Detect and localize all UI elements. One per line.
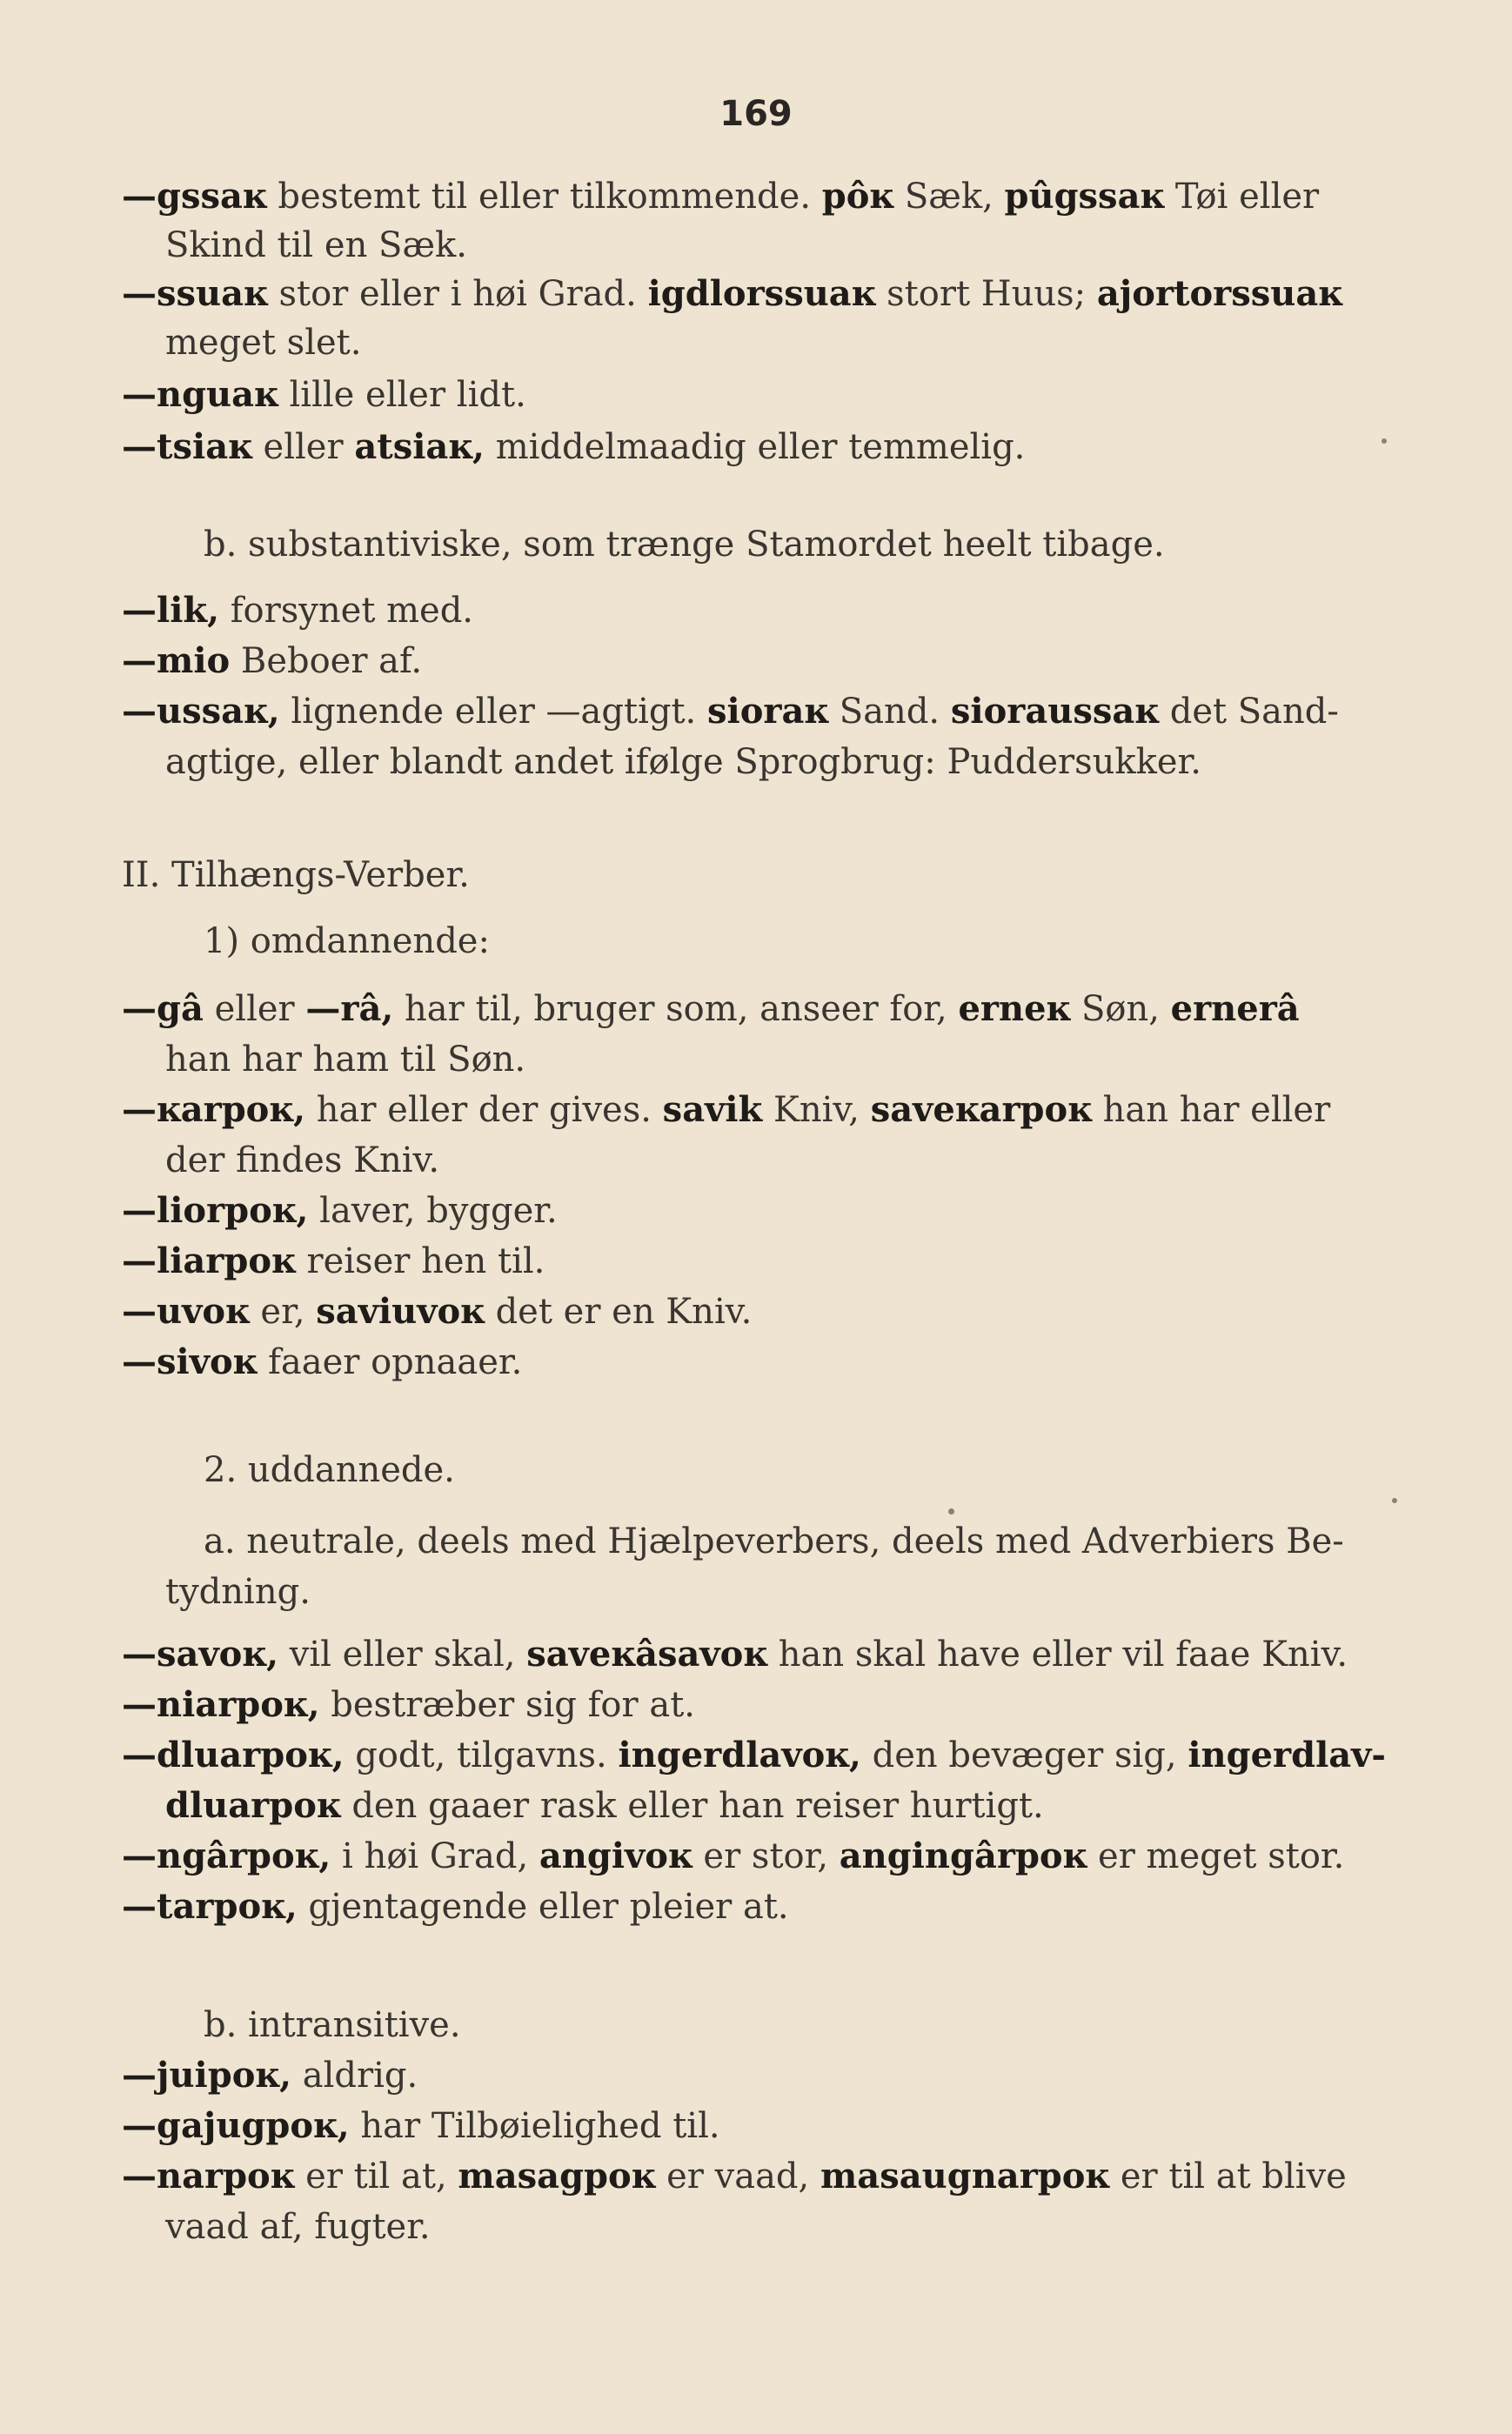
gloss-text: stort Huus;	[875, 274, 1097, 314]
headword: —ssuaĸ	[122, 273, 268, 314]
gloss-text: Sæk,	[893, 177, 1005, 217]
text-line	[122, 1834, 1344, 1879]
gloss-text: er meget stor.	[1087, 1836, 1345, 1876]
headword: saveĸarpoĸ	[870, 1089, 1092, 1130]
gloss-text: b. substantiviske, som trænge Stamordet heelt tibage.	[204, 525, 1165, 565]
gloss-text: i høi Grad,	[331, 1836, 539, 1876]
text-line	[122, 1239, 545, 1284]
gloss-text: middelmaadig eller temmelig.	[484, 427, 1026, 467]
headword: —narpoĸ	[122, 2156, 295, 2197]
gloss-text: det er en Kniv.	[484, 1292, 753, 1332]
headword: ingerdlavoĸ,	[618, 1735, 861, 1775]
text-line	[122, 372, 526, 418]
headword: —ĸarpoĸ,	[122, 1089, 305, 1130]
headword: —juipoĸ,	[122, 2055, 292, 2096]
text-line	[122, 2103, 720, 2149]
headword: —gssaĸ	[122, 176, 267, 217]
text-line	[165, 1783, 1044, 1829]
headword: pûgssaĸ	[1004, 176, 1165, 217]
gloss-text: Kniv,	[762, 1090, 871, 1130]
speck	[1392, 1498, 1397, 1503]
headword: dluarpoĸ	[165, 1785, 341, 1826]
gloss-text: bestræber sig for at.	[319, 1685, 695, 1725]
gloss-text: gjentagende eller pleier at.	[297, 1887, 789, 1927]
text-line	[122, 689, 1339, 734]
gloss-text: forsynet med.	[219, 591, 474, 631]
gloss-text: a. neutrale, deels med Hjælpeverbers, deels med Adverbiers Be-	[204, 1521, 1344, 1561]
speck	[1382, 438, 1387, 444]
text-line	[122, 639, 422, 684]
headword: ingerdlav-	[1188, 1735, 1387, 1775]
text-line	[165, 1569, 311, 1615]
headword: —uvoĸ	[122, 1291, 250, 1332]
text-line	[122, 1632, 1348, 1677]
headword: masagpoĸ	[458, 2156, 656, 2197]
text-line	[122, 1682, 695, 1728]
text-line	[122, 271, 1342, 317]
text-line	[204, 522, 1165, 567]
gloss-text: laver, bygger.	[308, 1191, 558, 1231]
headword: —râ,	[305, 988, 394, 1029]
gloss-text: har eller der gives.	[305, 1090, 663, 1130]
headword: ernerâ	[1170, 988, 1300, 1029]
text-line	[165, 1037, 525, 1082]
gloss-text: eller	[203, 989, 306, 1029]
gloss-text: Sand.	[828, 692, 951, 732]
text-line	[204, 1519, 1344, 1564]
gloss-text: meget slet.	[165, 323, 362, 363]
headword: —savoĸ,	[122, 1634, 278, 1675]
gloss-text: godt, tilgavns.	[344, 1735, 619, 1775]
gloss-text: har til, bruger som, anseer for,	[393, 989, 959, 1029]
gloss-text: den gaaer rask eller han reiser hurtigt.	[340, 1786, 1044, 1826]
headword: atsiaĸ,	[354, 426, 485, 467]
text-line	[165, 1138, 439, 1183]
gloss-text: lignende eller —agtigt.	[279, 692, 707, 732]
headword: angingârpoĸ	[839, 1836, 1087, 1876]
text-line	[122, 1733, 1386, 1778]
gloss-text: II. Tilhængs-Verber.	[122, 855, 470, 895]
headword: savik	[662, 1089, 763, 1130]
speck	[948, 1508, 954, 1515]
gloss-text: han har ham til Søn.	[165, 1040, 526, 1080]
gloss-text: er vaad,	[655, 2156, 820, 2197]
headword: —lik,	[122, 590, 220, 631]
headword: —tsiaĸ	[122, 426, 252, 467]
headword: sioraĸ	[706, 691, 829, 732]
gloss-text: 1) omdannende:	[204, 921, 490, 961]
headword: —nguaĸ	[122, 374, 278, 415]
text-line	[122, 1087, 1330, 1133]
gloss-text: har Tilbøielighed til.	[349, 2106, 720, 2146]
page-number: 169	[719, 94, 793, 134]
headword: ajortorssuaĸ	[1096, 273, 1343, 314]
gloss-text: reiser hen til.	[295, 1241, 545, 1281]
gloss-text: tydning.	[165, 1572, 311, 1612]
text-line	[122, 986, 1300, 1032]
gloss-text: lille eller lidt.	[278, 375, 526, 415]
gloss-text: han har eller	[1091, 1090, 1331, 1130]
text-line	[204, 2003, 461, 2048]
headword: —liarpoĸ	[122, 1240, 296, 1281]
text-line	[122, 2053, 418, 2098]
text-line	[122, 1884, 789, 1929]
headword: —gâ	[122, 988, 204, 1029]
gloss-text: han skal have eller vil faae Kniv.	[767, 1635, 1348, 1675]
text-line	[122, 174, 1319, 219]
gloss-text: er stor,	[692, 1836, 840, 1876]
headword: —sivoĸ	[122, 1341, 258, 1382]
text-line	[204, 919, 490, 964]
text-line	[165, 320, 361, 365]
gloss-text: aldrig.	[291, 2056, 418, 2096]
text-line	[165, 2204, 431, 2250]
gloss-text: er,	[249, 1292, 317, 1332]
gloss-text: vaad af, fugter.	[165, 2207, 431, 2247]
text-line	[122, 2154, 1347, 2199]
gloss-text: 2. uddannede.	[204, 1450, 455, 1490]
headword: saveĸâsavoĸ	[526, 1634, 768, 1675]
headword: —ngârpoĸ,	[122, 1836, 331, 1876]
headword: pôĸ	[821, 176, 894, 217]
headword: —ussaĸ,	[122, 691, 280, 732]
gloss-text: eller	[251, 427, 355, 467]
text-line	[122, 1289, 752, 1334]
headword: sioraussaĸ	[950, 691, 1159, 732]
headword: —niarpoĸ,	[122, 1684, 320, 1725]
headword: saviuvoĸ	[316, 1291, 485, 1332]
gloss-text: er til at,	[294, 2156, 458, 2197]
headword: —dluarpoĸ,	[122, 1735, 345, 1775]
headword: angivoĸ	[539, 1836, 692, 1876]
headword: igdlorssuaĸ	[647, 273, 876, 314]
text-line	[165, 739, 1201, 785]
headword: —mio	[122, 640, 231, 681]
headword: —liorpoĸ,	[122, 1190, 309, 1231]
text-line	[122, 853, 470, 898]
gloss-text: er til at blive	[1109, 2156, 1347, 2197]
headword: —gajugpoĸ,	[122, 2105, 350, 2146]
headword: erneĸ	[958, 988, 1071, 1029]
headword: —tarpoĸ,	[122, 1886, 298, 1927]
gloss-text: faaer opnaaer.	[257, 1342, 523, 1382]
gloss-text: bestemt til eller tilkommende.	[266, 177, 822, 217]
gloss-text: b. intransitive.	[204, 2005, 461, 2045]
gloss-text: agtige, eller blandt andet ifølge Sprogbrug: Puddersukker.	[165, 742, 1201, 782]
gloss-text: Skind til en Sæk.	[165, 225, 467, 265]
gloss-text: det Sand-	[1159, 692, 1339, 732]
gloss-text: vil eller skal,	[278, 1635, 527, 1675]
text-line	[122, 1340, 522, 1385]
text-line	[122, 425, 1025, 470]
text-line	[204, 1448, 455, 1493]
gloss-text: stor eller i høi Grad.	[267, 274, 648, 314]
text-line	[122, 1188, 558, 1234]
gloss-text: den bevæger sig,	[860, 1735, 1188, 1775]
gloss-text: der findes Kniv.	[165, 1140, 440, 1180]
gloss-text: Søn,	[1070, 989, 1171, 1029]
gloss-text: Beboer af.	[230, 641, 423, 681]
headword: masaugnarpoĸ	[820, 2156, 1110, 2197]
text-line	[122, 588, 473, 633]
text-line	[165, 223, 467, 268]
gloss-text: Tøi eller	[1164, 177, 1320, 217]
